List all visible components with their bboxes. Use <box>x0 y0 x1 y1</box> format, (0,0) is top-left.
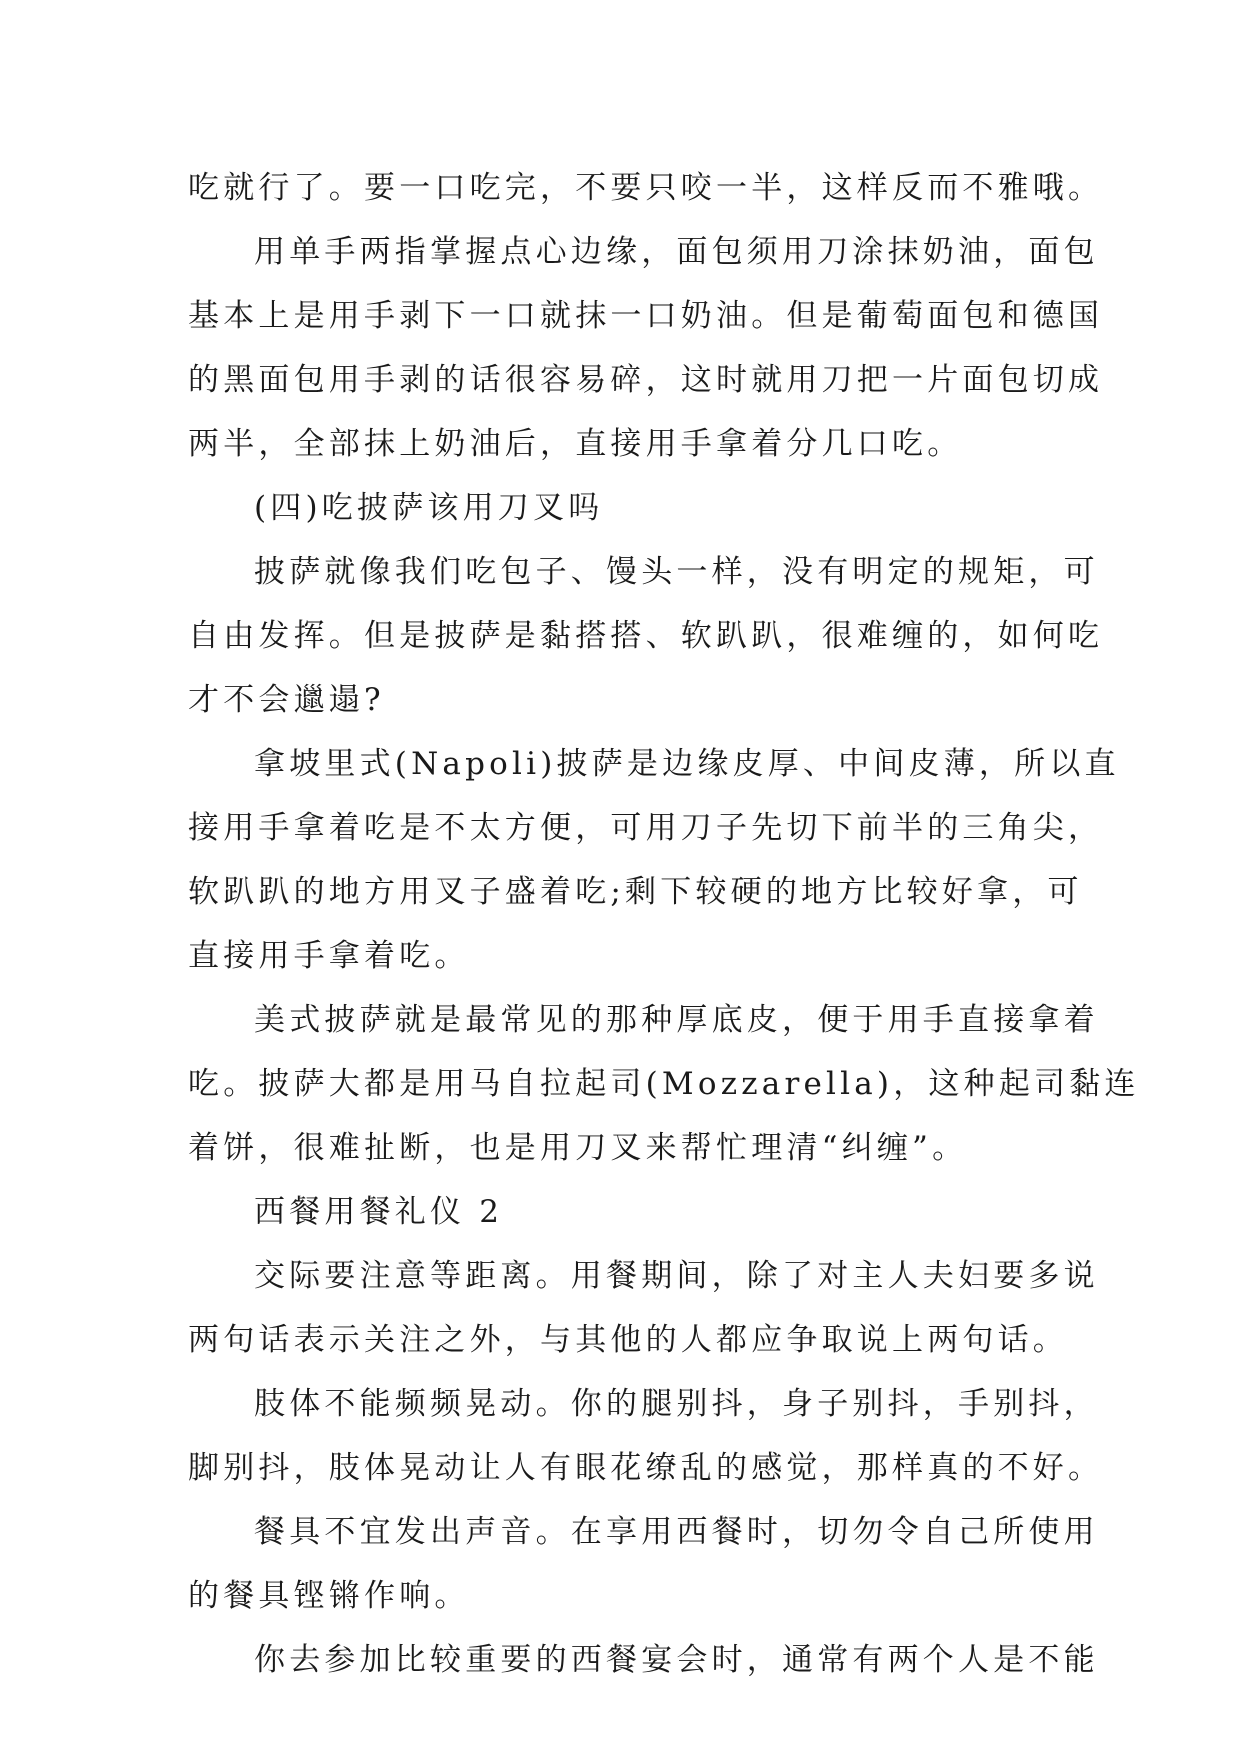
text-line: 肢体不能频频晃动。你的腿别抖，身子别抖，手别抖， <box>254 1386 1099 1422</box>
text-line: 你去参加比较重要的西餐宴会时，通常有两个人是不能 <box>254 1642 1099 1678</box>
text-line: 美式披萨就是最常见的那种厚底皮，便于用手直接拿着 <box>254 1002 1099 1038</box>
text-line: 吃。披萨大都是用马自拉起司(Mozzarella)，这种起司黏连 <box>188 1066 1140 1102</box>
text-line: 交际要注意等距离。用餐期间，除了对主人夫妇要多说 <box>254 1258 1099 1294</box>
text-line: 餐具不宜发出声音。在享用西餐时，切勿令自己所使用 <box>254 1514 1099 1550</box>
section-heading: 西餐用餐礼仪 2 <box>254 1194 504 1230</box>
text-line: 的黑面包用手剥的话很容易碎，这时就用刀把一片面包切成 <box>188 362 1104 398</box>
text-line: 两句话表示关注之外，与其他的人都应争取说上两句话。 <box>188 1322 1068 1358</box>
text-line: 用单手两指掌握点心边缘，面包须用刀涂抹奶油，面包 <box>254 234 1099 270</box>
text-line: 拿坡里式(Napoli)披萨是边缘皮厚、中间皮薄，所以直 <box>254 746 1120 782</box>
text-line: 软趴趴的地方用叉子盛着吃;剩下较硬的地方比较好拿，可 <box>188 874 1083 910</box>
text-line: 才不会邋遢? <box>188 682 385 718</box>
text-line: 自由发挥。但是披萨是黏搭搭、软趴趴，很难缠的，如何吃 <box>188 618 1104 654</box>
text-line: 披萨就像我们吃包子、馒头一样，没有明定的规矩，可 <box>254 554 1099 590</box>
text-line: 脚别抖，肢体晃动让人有眼花缭乱的感觉，那样真的不好。 <box>188 1450 1104 1486</box>
text-line: 吃就行了。要一口吃完，不要只咬一半，这样反而不雅哦。 <box>188 170 1104 206</box>
document-body <box>188 160 1140 1696</box>
text-line: 的餐具铿锵作响。 <box>188 1578 470 1614</box>
text-line: 接用手拿着吃是不太方便，可用刀子先切下前半的三角尖， <box>188 810 1104 846</box>
text-line: 着饼，很难扯断，也是用刀叉来帮忙理清“纠缠”。 <box>188 1130 968 1166</box>
section-heading: (四)吃披萨该用刀叉吗 <box>254 490 604 526</box>
text-line: 直接用手拿着吃。 <box>188 938 470 974</box>
text-line: 基本上是用手剥下一口就抹一口奶油。但是葡萄面包和德国 <box>188 298 1104 334</box>
text-line: 两半，全部抹上奶油后，直接用手拿着分几口吃。 <box>188 426 963 462</box>
